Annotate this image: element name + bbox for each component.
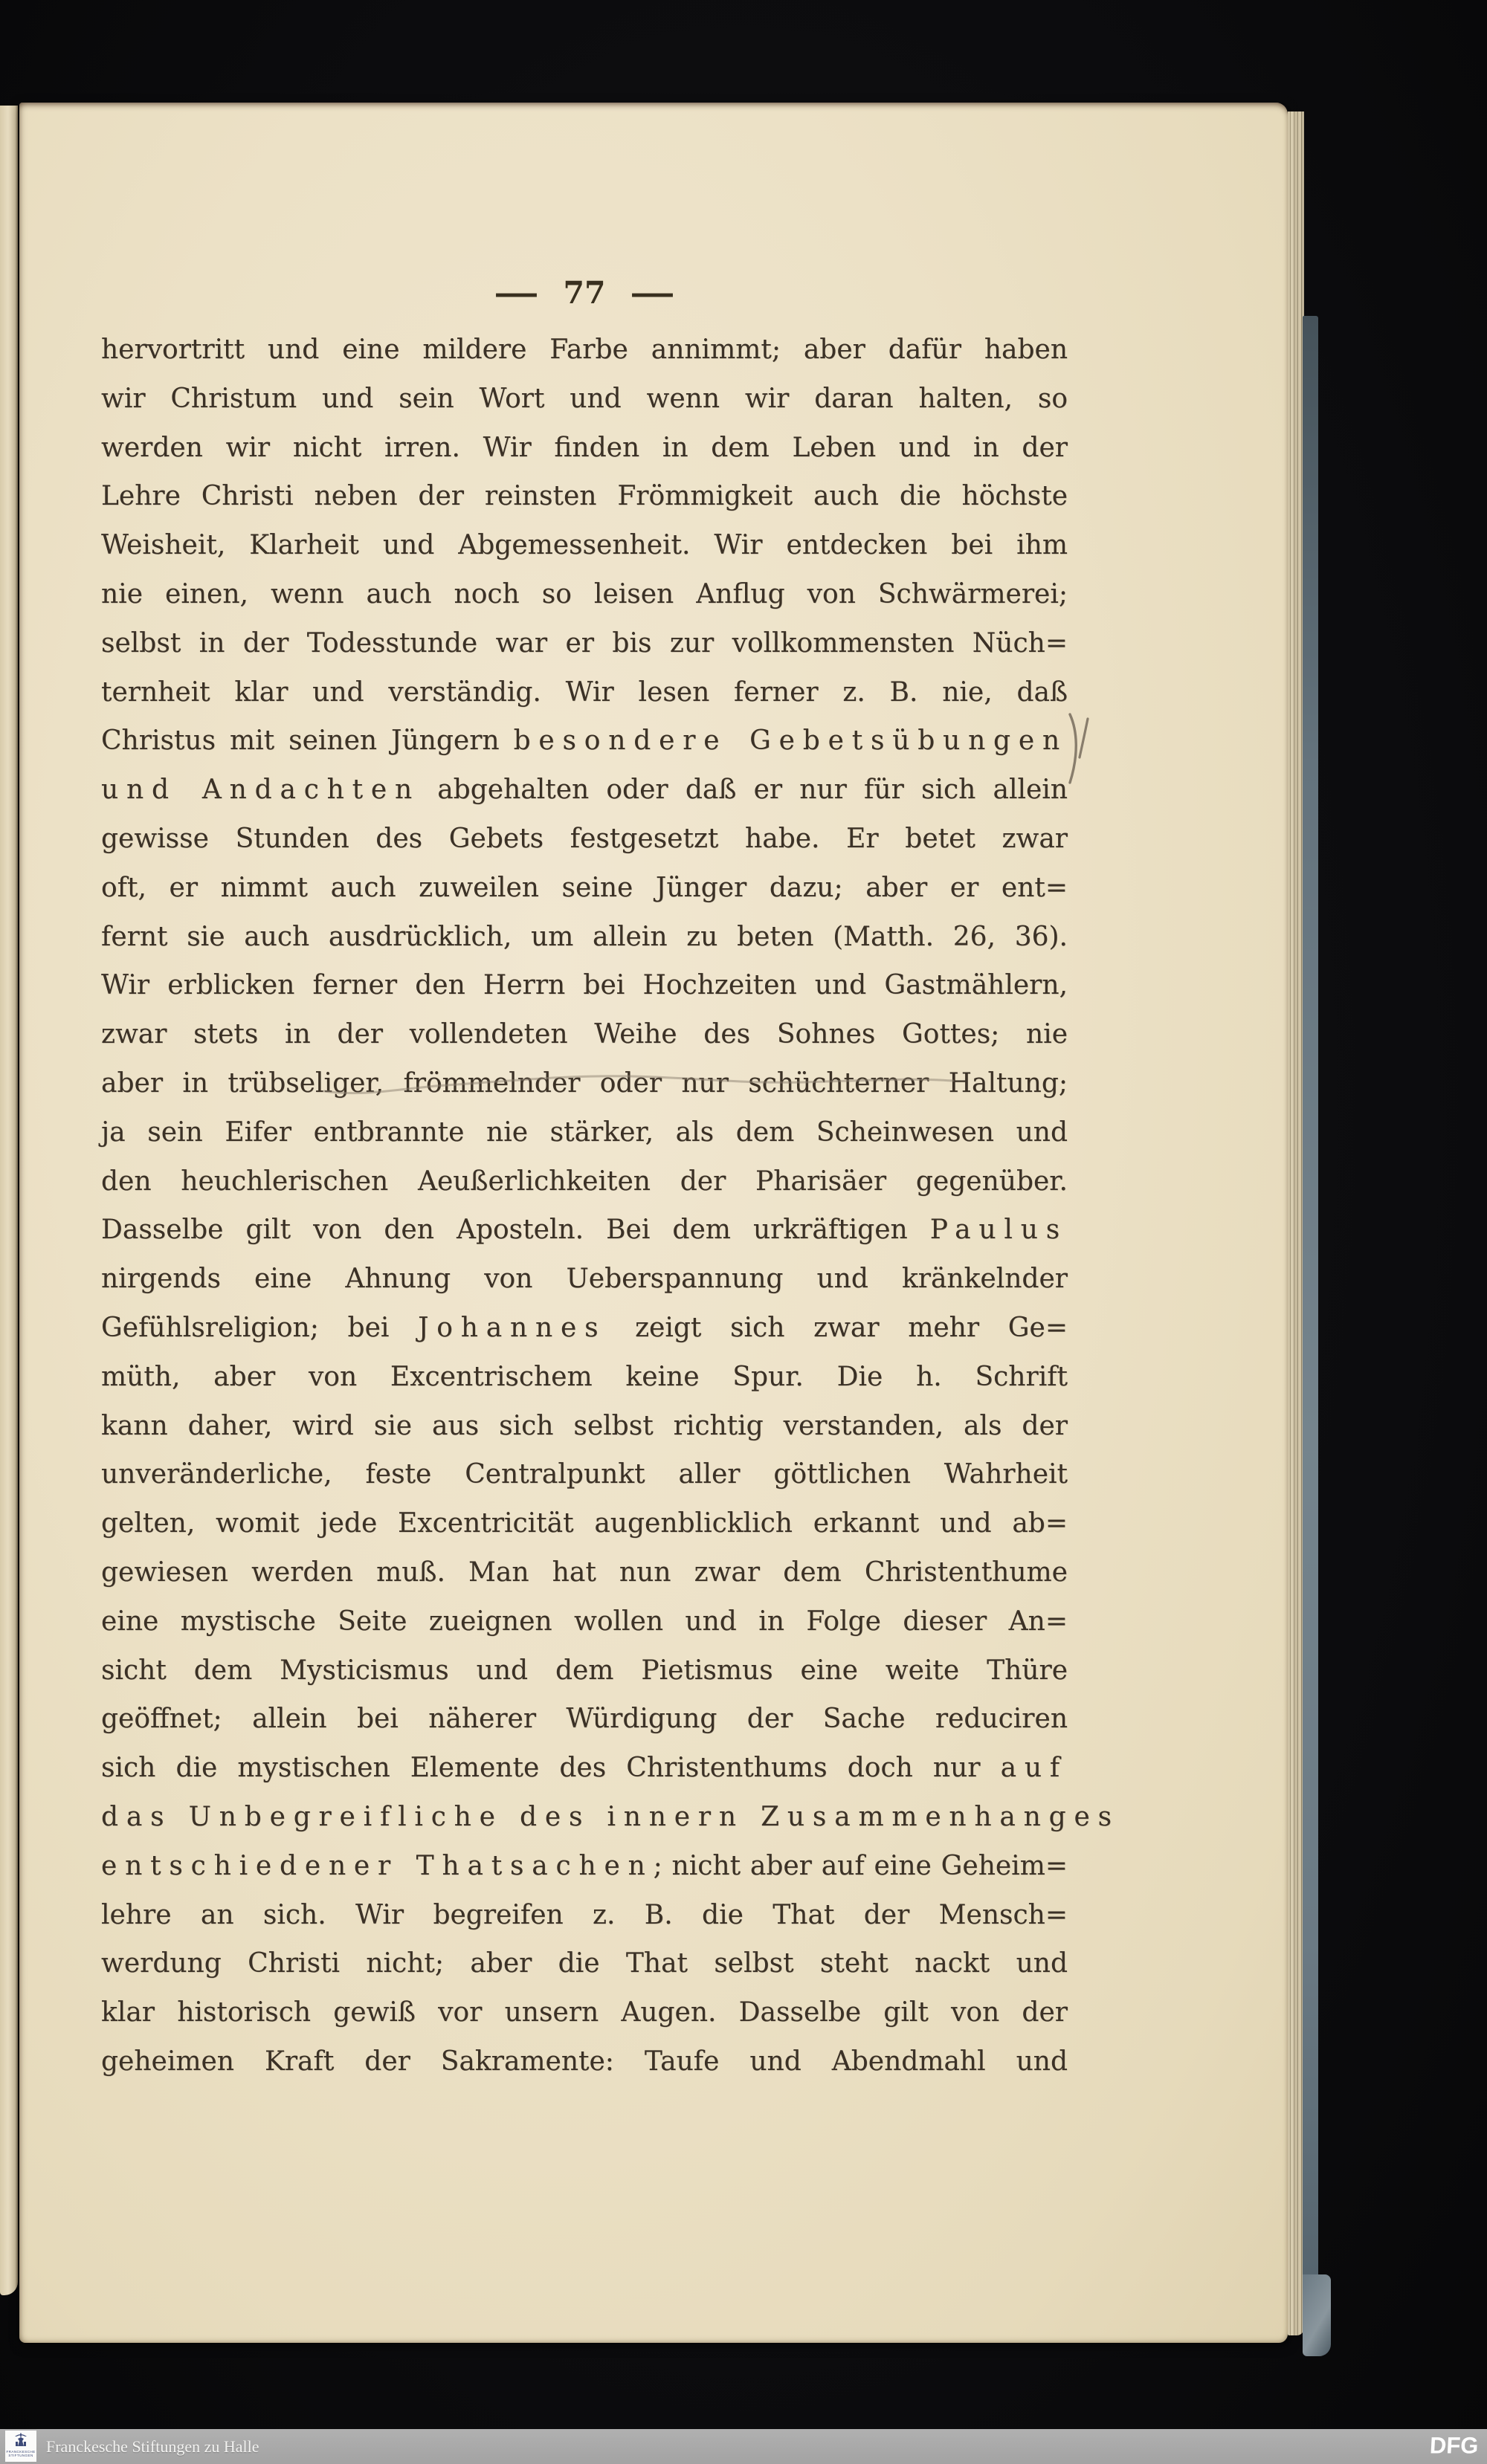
institution-label: Franckesche Stiftungen zu Halle — [46, 2436, 259, 2456]
eagle-emblem-icon — [13, 2432, 29, 2448]
book-cover-edge — [1303, 316, 1318, 2351]
pencil-margin-mark — [1064, 708, 1097, 798]
text-line: zwar stets in der vollendeten Weihe des Sohnes Gottes; nie — [101, 1019, 1068, 1050]
text-line: hervortritt und eine mildere Farbe annimmt; aber dafür haben — [101, 334, 1068, 365]
text-line: unveränderliche, feste Centralpunkt aller göttlichen Wahrheit — [101, 1459, 1068, 1490]
text-line: den heuchlerischen Aeußerlichkeiten der Pharisäer gegenüber. — [101, 1165, 1068, 1197]
text-line: Dasselbe gilt von den Aposteln. Bei dem urkräftigen Paulus — [101, 1215, 1068, 1246]
text-line: gewiesen werden muß. Man hat nun zwar dem Christenthume — [101, 1556, 1068, 1588]
logo-line1: FRANCKESCHE — [6, 2450, 36, 2454]
body-text — [101, 326, 1120, 2086]
text-line: geöffnet; allein bei näherer Würdigung der Sache reduciren — [101, 1704, 1068, 1735]
logo-line2: STIFTUNGEN — [8, 2454, 33, 2457]
text-line: das Unbegreifliche des innern Zusammenhanges — [101, 1801, 1120, 1832]
logo-wordmark — [6, 2450, 35, 2457]
adjacent-page-edge — [0, 106, 18, 2295]
text-line: Gefühlsreligion; bei Johannes zeigt sich zwar mehr Ge= — [101, 1312, 1068, 1343]
text-line: ternheit klar und verständig. Wir lesen ferner z. B. nie, daß — [101, 676, 1068, 708]
text-line: entschiedener Thatsachen; nicht aber auf eine Geheim= — [101, 1850, 1068, 1881]
text-line: kann daher, wird sie aus sich selbst richtig verstanden, als der — [101, 1410, 1068, 1441]
text-line: Lehre Christi neben der reinsten Frömmigkeit auch die höchste — [101, 481, 1068, 512]
viewer-footer-bar — [0, 2429, 1487, 2464]
text-line: geheimen Kraft der Sakramente: Taufe und Abendmahl und — [101, 2046, 1068, 2077]
text-line: nie einen, wenn auch noch so leisen Anflug von Schwärmerei; — [101, 578, 1068, 609]
text-line: sich die mystischen Elemente des Christenthums doch nur auf — [101, 1753, 1068, 1784]
text-line: oft, er nimmt auch zuweilen seine Jünger dazu; aber er ent= — [101, 872, 1068, 903]
header-right-dash: — — [629, 275, 675, 311]
book-page — [19, 103, 1288, 2343]
text-line: Weisheit, Klarheit und Abgemessenheit. Wir entdecken bei ihm — [101, 530, 1068, 561]
text-line: eine mystische Seite zueignen wollen und in Folge dieser An= — [101, 1606, 1068, 1637]
text-line: klar historisch gewiß vor unsern Augen. Dasselbe gilt von der — [101, 1997, 1068, 2028]
page-header — [101, 275, 1068, 311]
text-line: wir Christum und sein Wort und wenn wir daran halten, so — [101, 383, 1068, 414]
text-line: werdung Christi nicht; aber die That selbst steht nackt und — [101, 1948, 1068, 1979]
text-line: Christus mit seinen Jüngern besondere Gebetsübungen — [101, 725, 1068, 757]
text-line: lehre an sich. Wir begreifen z. B. die That der Mensch= — [101, 1899, 1068, 1930]
text-line: sicht dem Mysticismus und dem Pietismus eine weite Thüre — [101, 1655, 1068, 1686]
text-line: fernt sie auch ausdrücklich, um allein zu beten (Matth. 26, 36). — [101, 921, 1068, 952]
text-line: ja sein Eifer entbrannte nie stärker, als dem Scheinwesen und — [101, 1116, 1068, 1148]
text-line: Wir erblicken ferner den Herrn bei Hochzeiten und Gastmählern, — [101, 970, 1068, 1001]
book-cover-edge-bottom — [1303, 2274, 1331, 2356]
page-number: 77 — [563, 275, 606, 311]
text-line: selbst in der Todesstunde war er bis zur vollkommensten Nüch= — [101, 627, 1068, 659]
page-edges — [1288, 111, 1304, 2335]
text-line: gewisse Stunden des Gebets festgesetzt habe. Er betet zwar — [101, 823, 1068, 854]
text-line: werden wir nicht irren. Wir finden in dem Leben und in der — [101, 432, 1068, 463]
text-line: müth, aber von Excentrischem keine Spur. Die h. Schrift — [101, 1361, 1068, 1392]
text-line: und Andachten abgehalten oder daß er nur für sich allein — [101, 775, 1068, 806]
header-left-dash: — — [494, 275, 540, 311]
text-line: gelten, womit jede Excentricität augenblicklich erkannt und ab= — [101, 1508, 1068, 1539]
text-line: nirgends eine Ahnung von Ueberspannung und kränkelnder — [101, 1264, 1068, 1295]
dfg-logo: DFG — [1428, 2432, 1479, 2459]
franckesche-stiftungen-logo — [5, 2431, 36, 2462]
text-line: aber in trübseliger, frömmelnder oder nur schüchterner Haltung; — [101, 1067, 1068, 1099]
